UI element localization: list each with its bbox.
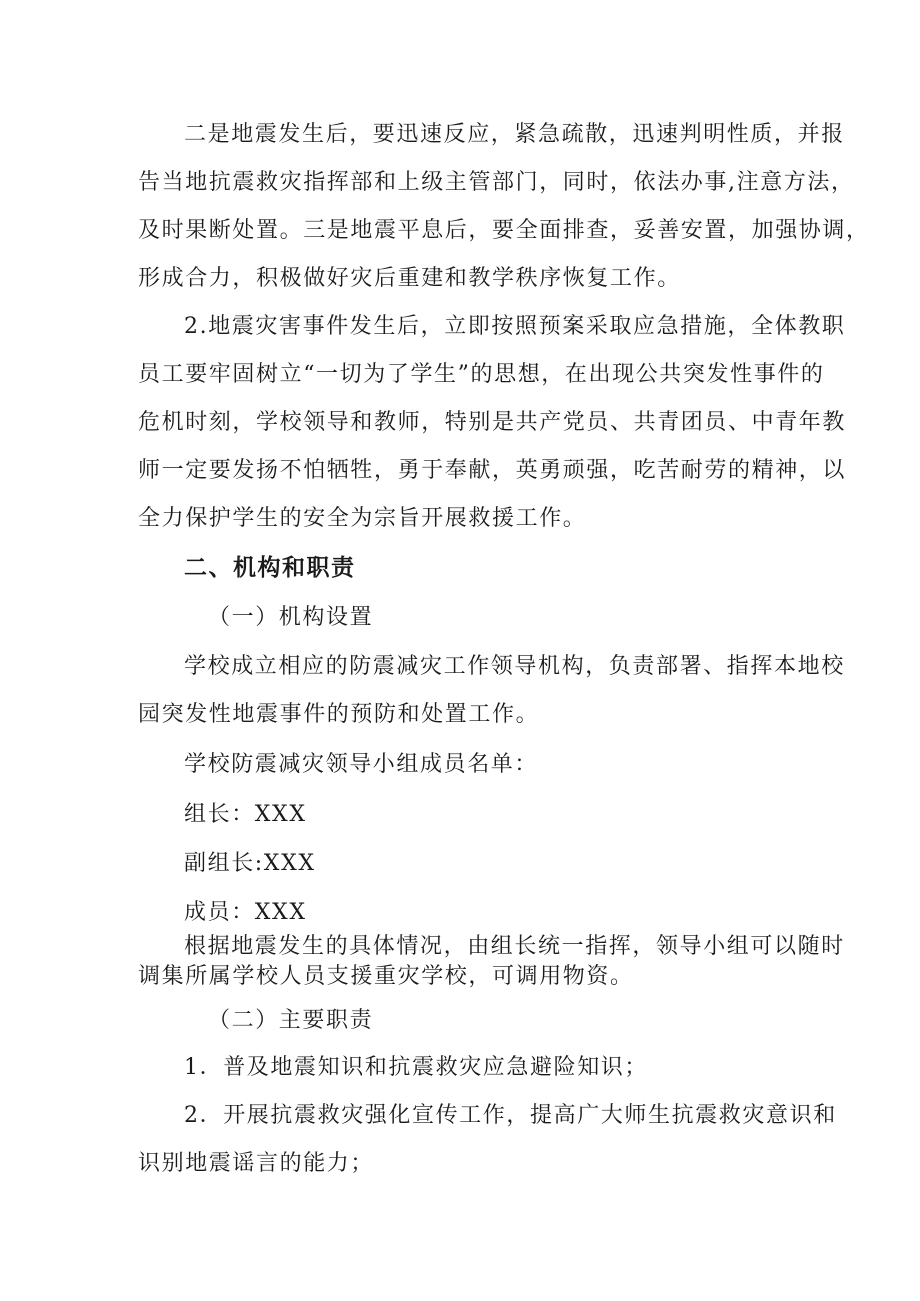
paragraph-line: 根据地震发生的具体情况，由组长统一指挥，领导小组可以随时 bbox=[184, 934, 845, 959]
paragraph-line: 园突发性地震事件的预防和处置工作。 bbox=[138, 702, 540, 727]
paragraph-line: 危机时刻，学校领导和教师，特别是共产党员、共青团员、中青年教 bbox=[138, 410, 847, 435]
member-line: 成员：XXX bbox=[184, 900, 307, 925]
paragraph-line: 学校防震减灾领导小组成员名单： bbox=[184, 752, 539, 777]
section-heading: 二、机构和职责 bbox=[184, 555, 356, 581]
paragraph-line: 及时果断处置。三是地震平息后，要全面排查，妥善安置，加强协调， bbox=[138, 218, 870, 243]
paragraph-line: 识别地震谣言的能力； bbox=[138, 1151, 375, 1176]
paragraph-line: 调集所属学校人员支援重灾学校，可调用物资。 bbox=[138, 964, 634, 989]
paragraph-line: 形成合力，积极做好灾后重建和教学秩序恢复工作。 bbox=[138, 266, 681, 291]
member-line: 副组长:XXX bbox=[184, 851, 316, 876]
subsection-heading: （一）机构设置 bbox=[208, 605, 374, 630]
paragraph-line: 2.地震灾害事件发生后，立即按照预案采取应急措施，全体教职 bbox=[184, 314, 846, 339]
paragraph-line: 全力保护学生的安全为宗旨开展救援工作。 bbox=[138, 506, 587, 531]
member-line: 组长：XXX bbox=[184, 802, 307, 827]
subsection-heading: （二）主要职责 bbox=[208, 1008, 374, 1033]
paragraph-line: 告当地抗震救灾指挥部和上级主管部门，同时，依法办事,注意方法， bbox=[138, 170, 855, 195]
paragraph-line: 二是地震发生后，要迅速反应，紧急疏散，迅速判明性质，并报 bbox=[184, 122, 845, 147]
list-item: 1．普及地震知识和抗震救灾应急避险知识； bbox=[184, 1055, 648, 1080]
paragraph-line: 师一定要发扬不怕牺牲，勇于奉献，英勇顽强，吃苦耐劳的精神，以 bbox=[138, 458, 847, 483]
list-item: 2．开展抗震救灾强化宣传工作，提高广大师生抗震救灾意识和 bbox=[184, 1103, 837, 1128]
paragraph-line: 员工要牢固树立“一切为了学生”的思想，在出现公共突发性事件的 bbox=[138, 362, 825, 387]
paragraph-line: 学校成立相应的防震减灾工作领导机构，负责部署、指挥本地校 bbox=[184, 654, 845, 679]
